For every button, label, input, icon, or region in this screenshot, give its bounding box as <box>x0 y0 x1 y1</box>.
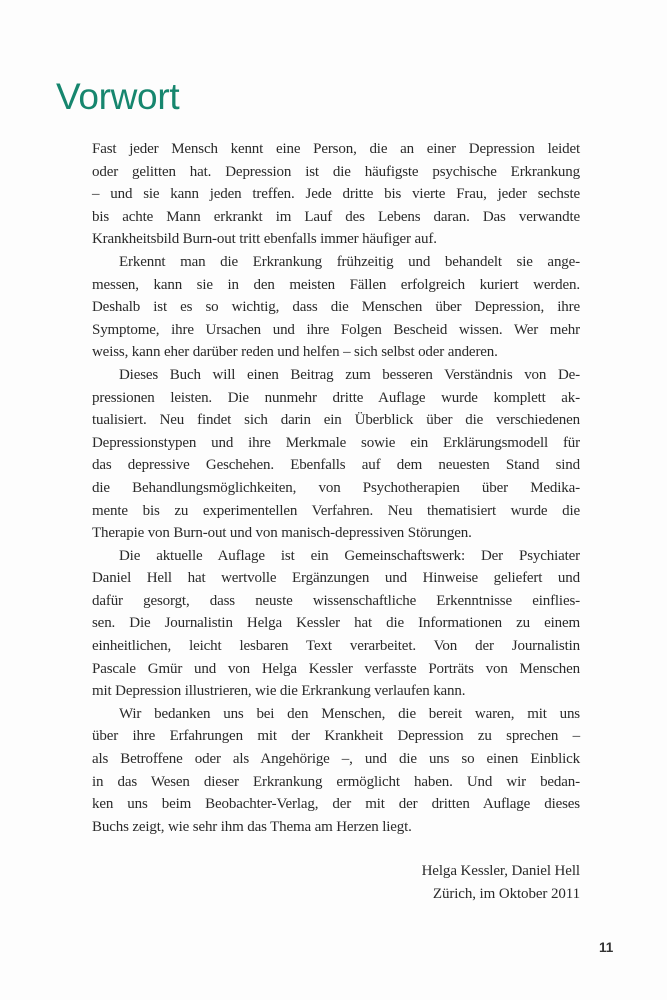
text-line: Wir bedanken uns bei den Menschen, die bereit waren, mit uns <box>119 705 580 722</box>
page-number: 11 <box>599 940 614 955</box>
text-line: dafür gesorgt, dass neuste wissenschaftliche Erkenntnisse einflies- <box>92 592 580 609</box>
text-line: Buchs zeigt, wie sehr ihm das Thema am Herzen liegt. <box>92 818 412 835</box>
text-line: Pascale Gmür und von Helga Kessler verfasste Porträts von Menschen <box>92 660 580 677</box>
text-line: messen, kann sie in den meisten Fällen erfolgreich kuriert werden. <box>92 276 580 293</box>
text-line: mente bis zu experimentellen Verfahren. Neu thematisiert wurde die <box>92 502 580 519</box>
text-line: die Behandlungsmöglichkeiten, von Psychotherapien über Medika- <box>92 479 580 496</box>
text-line: mit Depression illustrieren, wie die Erkrankung verlaufen kann. <box>92 683 466 700</box>
signature <box>92 860 580 906</box>
page-title: Vorwort <box>56 75 180 117</box>
text-line: Erkennt man die Erkrankung frühzeitig und behandelt sie ange- <box>119 253 580 270</box>
text-line: – und sie kann jeden treffen. Jede dritte bis vierte Frau, jeder sechste <box>92 186 580 203</box>
text-line: Symptome, ihre Ursachen und ihre Folgen Bescheid wissen. Wer mehr <box>92 321 580 338</box>
text-line: Die aktuelle Auflage ist ein Gemeinschaftswerk: Der Psychiater <box>119 547 580 564</box>
text-line: Therapie von Burn-out und von manisch-depressiven Störungen. <box>92 525 472 542</box>
body-text <box>92 138 580 838</box>
text-line: einheitlichen, leicht lesbaren Text verarbeitet. Von der Journalistin <box>92 638 580 655</box>
text-line: oder gelitten hat. Depression ist die häufigste psychische Erkrankung <box>92 163 580 180</box>
text-line: das depressive Geschehen. Ebenfalls auf dem neuesten Stand sind <box>92 457 580 474</box>
text-line: Fast jeder Mensch kennt eine Person, die an einer Depression leidet <box>92 141 580 157</box>
text-line: Krankheitsbild Burn-out tritt ebenfalls immer häufiger auf. <box>92 231 437 248</box>
text-line: über ihre Erfahrungen mit der Krankheit Depression zu sprechen – <box>92 728 580 745</box>
signature-place-date: Zürich, im Oktober 2011 <box>432 886 580 902</box>
text-line: Deshalb ist es so wichtig, dass die Menschen über Depression, ihre <box>92 299 580 316</box>
text-line: Daniel Hell hat wertvolle Ergänzungen und Hinweise geliefert und <box>92 570 580 587</box>
text-line: sen. Die Journalistin Helga Kessler hat die Informationen zu einem <box>92 615 580 632</box>
text-line: ken uns beim Beobachter-Verlag, der mit der dritten Auflage dieses <box>92 796 580 813</box>
text-line: Dieses Buch will einen Beitrag zum besseren Verständnis von De- <box>119 366 580 383</box>
text-line: bis achte Mann erkrankt im Lauf des Lebens daran. Das verwandte <box>92 208 580 225</box>
text-line: weiss, kann eher darüber reden und helfen – sich selbst oder anderen. <box>92 344 498 361</box>
text-line: Depressionstypen und ihre Merkmale sowie ein Erklärungsmodell für <box>92 434 580 451</box>
text-line: als Betroffene oder als Angehörige –, und die uns so einen Einblick <box>92 751 580 768</box>
signature-authors: Helga Kessler, Daniel Hell <box>421 863 580 879</box>
text-line: tualisiert. Neu findet sich darin ein Überblick über die verschiedenen <box>92 412 580 429</box>
text-line: pressionen leisten. Die nunmehr dritte Auflage wurde komplett ak- <box>92 389 580 406</box>
text-line: in das Wesen dieser Erkrankung ermöglicht haben. Und wir bedan- <box>92 773 580 790</box>
